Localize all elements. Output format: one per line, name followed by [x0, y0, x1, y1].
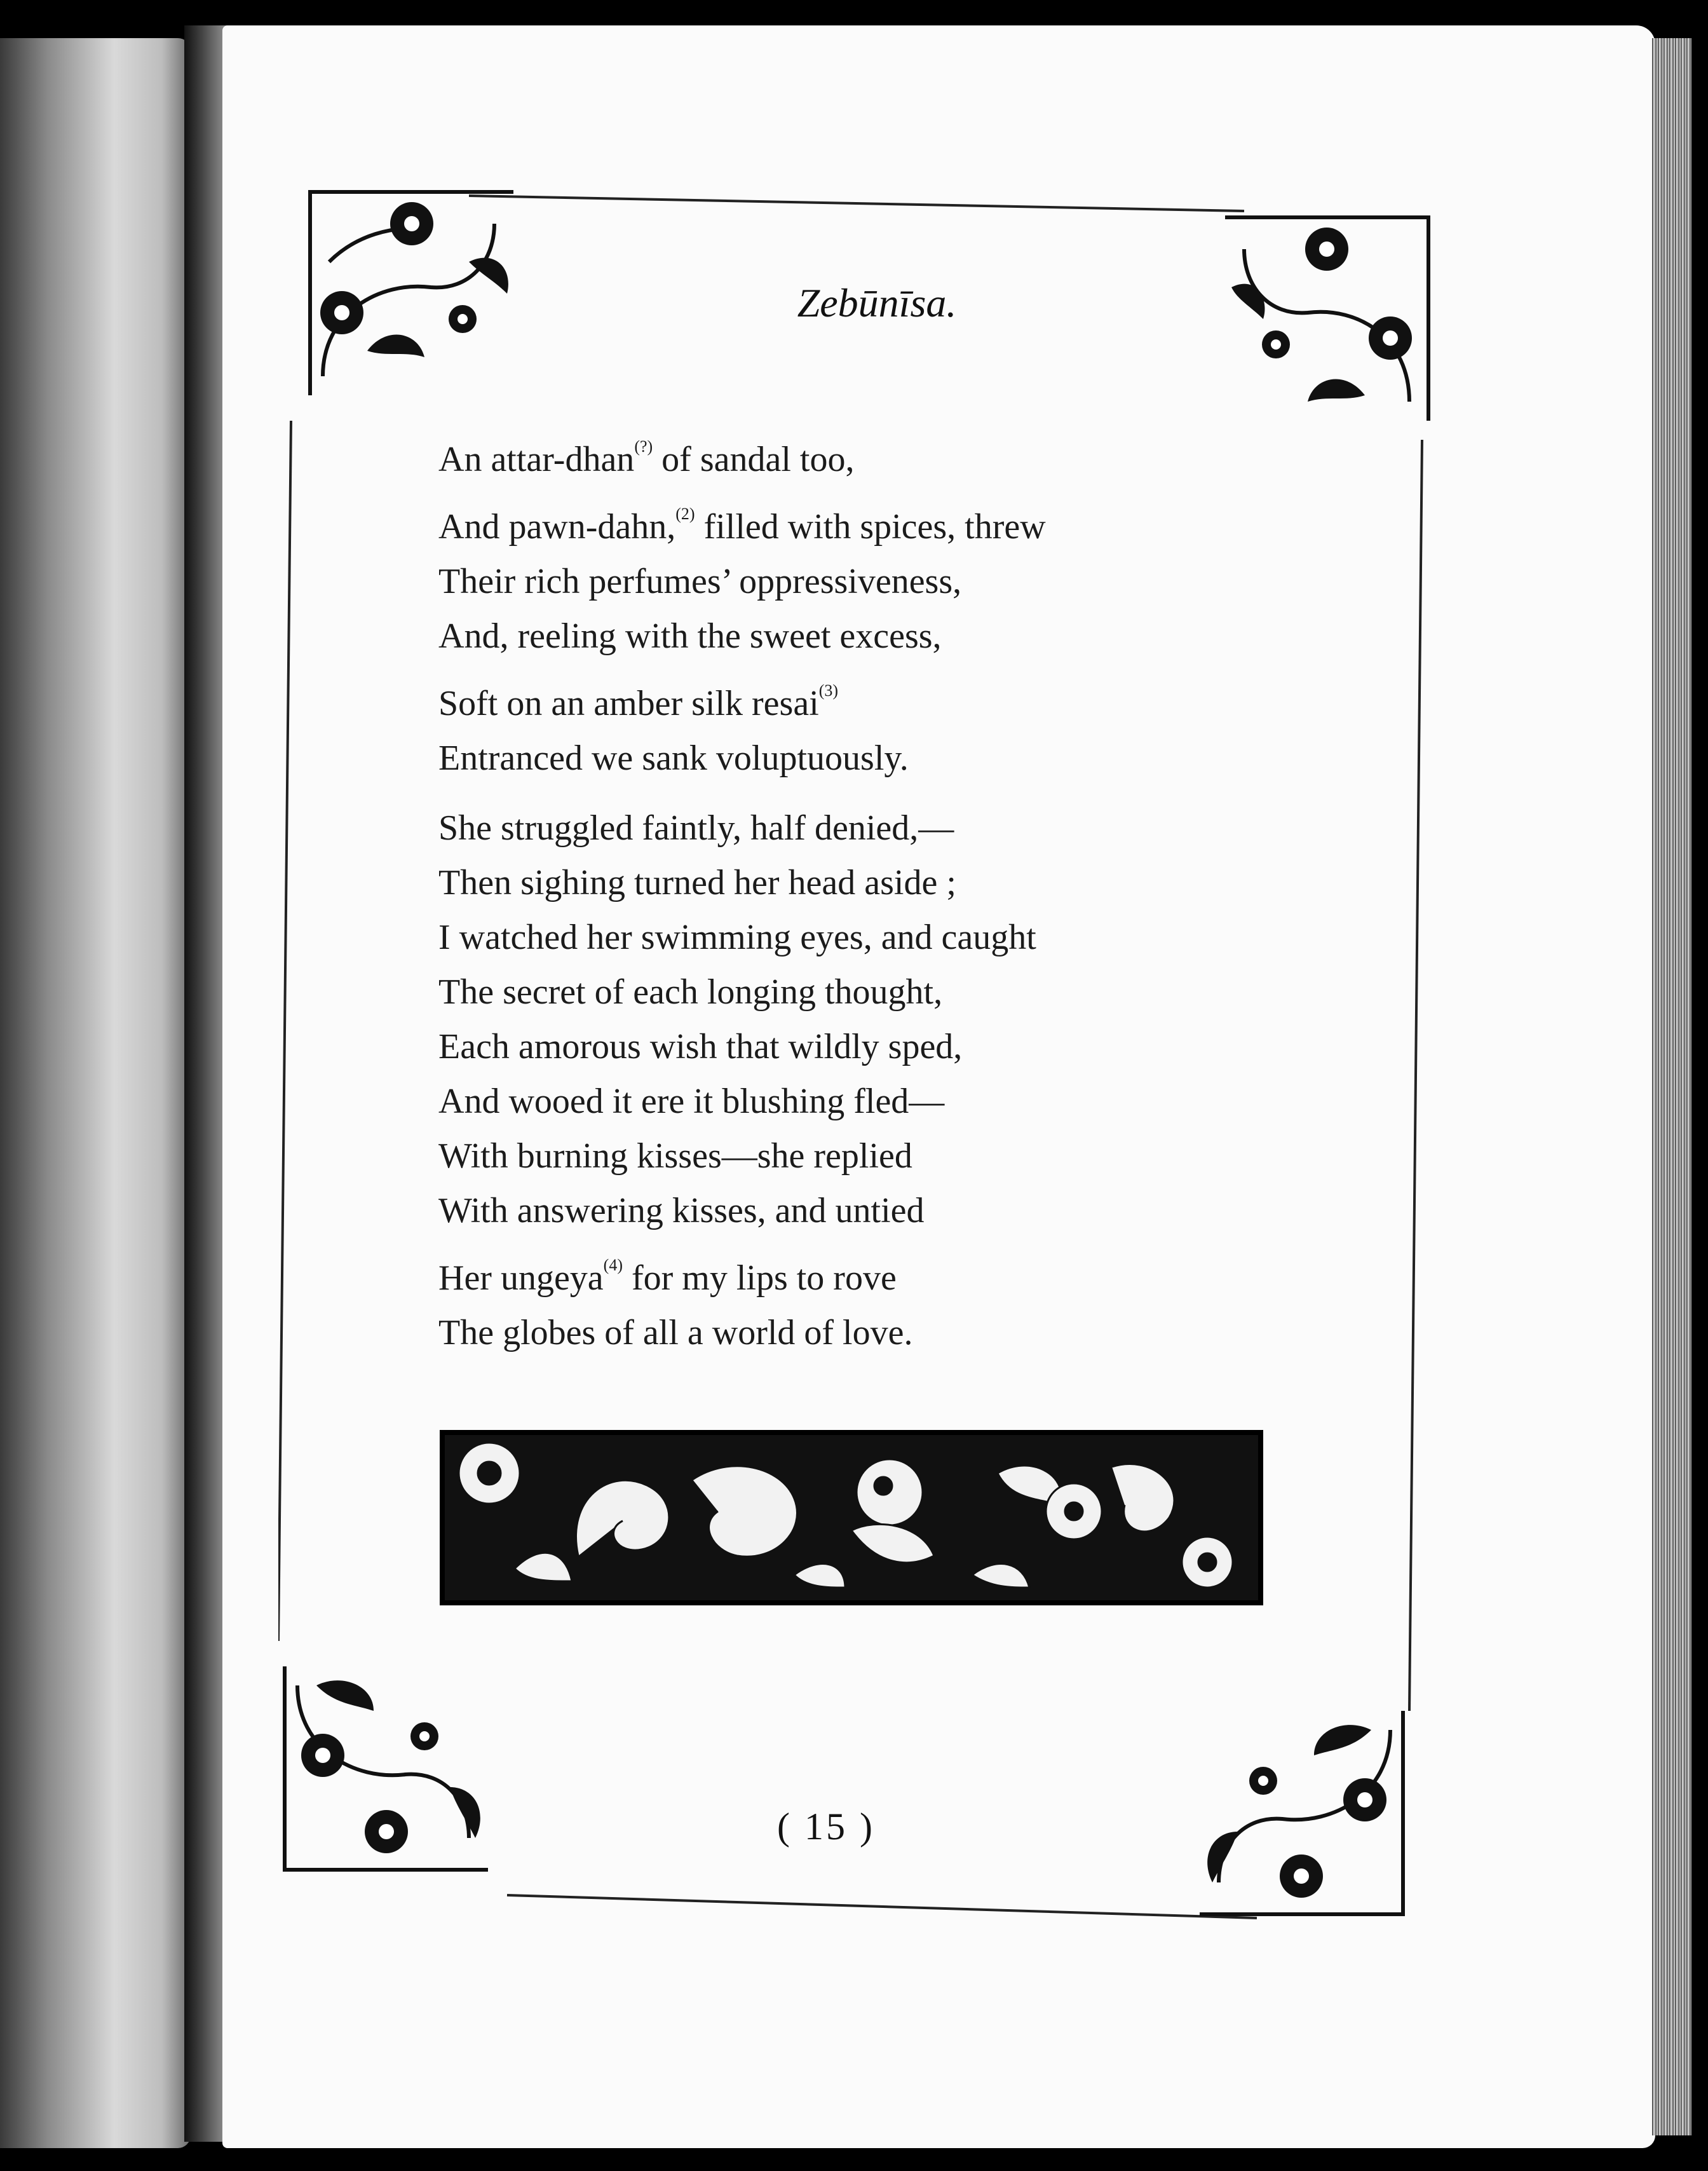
- verse-line: An attar-dhan(?) of sandal too,: [438, 437, 855, 479]
- stanza-1: [438, 419, 1264, 786]
- stanza-2: [438, 801, 1264, 1360]
- floral-corner-bottom-left: [278, 1660, 494, 1876]
- verse-line: Their rich perfumes’ oppressiveness,: [438, 562, 962, 601]
- verse-line: Soft on an amber silk resai$^{(3)}$: [438, 681, 839, 723]
- verse-line: Each amorous wish that wildly sped,: [438, 1027, 963, 1066]
- verse-line: Then sighing turned her head aside ;: [438, 863, 956, 902]
- page-number: ( 15 ): [777, 1806, 875, 1848]
- floral-corner-bottom-right: [1193, 1705, 1409, 1921]
- running-head: Zebūnīsa.: [797, 280, 957, 325]
- floral-corner-top-right: [1219, 211, 1435, 427]
- footnote-marker: (?): [634, 437, 653, 456]
- page-edges: [1652, 38, 1691, 2135]
- verse-line: Her ungeya$^{(4)}$ for my lips to rove: [438, 1256, 897, 1298]
- facing-page: [0, 38, 191, 2148]
- verse-line: And, reeling with the sweet excess,: [438, 616, 942, 656]
- verse-line: And pawn-dahn,$^{(2)}$ filled with spices, threw: [438, 505, 1046, 547]
- footnote-marker: (4): [603, 1256, 623, 1274]
- footnote-marker: (2): [675, 505, 695, 523]
- verse-line: I watched her swimming eyes, and caught: [438, 918, 1036, 957]
- verse-line: Entranced we sank voluptuously.: [438, 738, 909, 778]
- decorative-vignette: [438, 1429, 1264, 1607]
- verse-line: And wooed it ere it blushing fled—: [438, 1082, 945, 1121]
- verse-line: The secret of each longing thought,: [438, 972, 943, 1012]
- verse-line: With answering kisses, and untied: [438, 1191, 925, 1230]
- floral-corner-top-left: [304, 186, 520, 402]
- verse-line: The globes of all a world of love.: [438, 1313, 913, 1352]
- verse-line: She struggled faintly, half denied,—: [438, 808, 954, 848]
- verse-line: With burning kisses—she replied: [438, 1136, 912, 1176]
- footnote-marker: (3): [818, 681, 839, 700]
